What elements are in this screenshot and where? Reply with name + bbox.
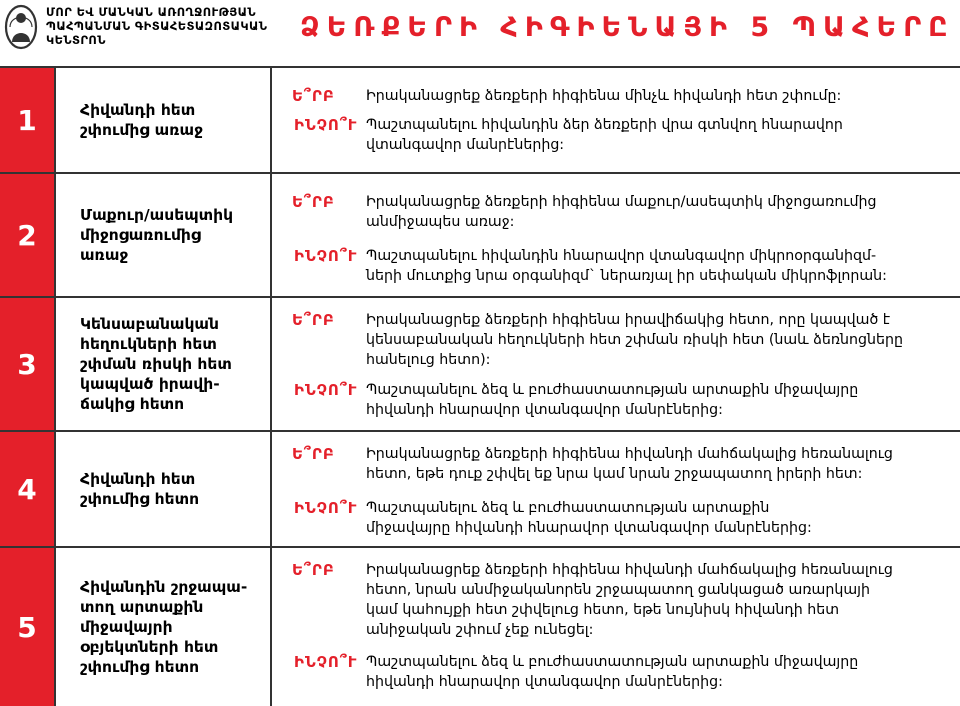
why-text: Պաշտպանելու հիվանդին ձեր ձեռքերի վրա գտնվող հնարավոր վտանգավոր մանրէներից: bbox=[366, 117, 843, 153]
moment-number: 2 bbox=[0, 174, 56, 296]
why-label: ԻՆՉՈ՞Ւ bbox=[294, 381, 358, 399]
page-header bbox=[0, 0, 960, 60]
when-text: Իրականացրեք ձեռքերի հիգիենա հիվանդի մահճակալից հեռանալուց հետո, եթե դուք շփվել եք նրա կամ նրան շրջապատող իրերի հետ: bbox=[366, 446, 893, 482]
why-text: Պաշտպանելու հիվանդին հնարավոր վտանգավոր միկրոօրգանիզմ- ների մուտքից նրա օրգանիզմ` ներառյալ իր սեփական միկրոֆլորան: bbox=[366, 248, 887, 284]
moment-cell bbox=[56, 548, 272, 706]
why-text: Պաշտպանելու ձեզ և բուժհաստատության արտաքին միջավայրը հիվանդի հնարավոր վտանգավոր մանրէներից: bbox=[366, 500, 812, 536]
moment-cell bbox=[56, 298, 272, 430]
detail-cell bbox=[272, 68, 960, 172]
when-label: Ե՞ՐԲ bbox=[292, 445, 335, 463]
institution-logo-icon bbox=[4, 4, 38, 50]
why-text: Պաշտպանելու ձեզ և բուժհաստատության արտաքին միջավայրը հիվանդի հնարավոր վտանգավոր մանրէներից: bbox=[366, 654, 859, 690]
table-row bbox=[0, 68, 960, 174]
detail-cell bbox=[272, 174, 960, 296]
moment-cell bbox=[56, 432, 272, 546]
moment-label: Կենսաբանական հեղուկների հետ շփման ռիսկի հետ կապված իրավի- ճակից հետո bbox=[80, 315, 232, 413]
when-label: Ե՞ՐԲ bbox=[292, 311, 335, 329]
organization-name bbox=[46, 5, 286, 47]
moment-number: 1 bbox=[0, 68, 56, 172]
when-text: Իրականացրեք ձեռքերի հիգիենա հիվանդի մահճակալից հեռանալուց հետո, նրան անմիջականորեն շրջապատող ցանկացած առարկայի կամ կահույքի հետ շփվելուց հետո, եթե նույնիսկ հիվանդի հետ անիջական շփում չեք ունեցել: bbox=[366, 562, 893, 638]
why-text: Պաշտպանելու ձեզ և բուժհաստատության արտաքին միջավայրը հիվանդի հնարավոր վտանգավոր մանրէներից: bbox=[366, 382, 859, 418]
moment-cell bbox=[56, 174, 272, 296]
moment-label: Հիվանդին շրջապա- տող արտաքին միջավայրի օբյեկտների հետ շփումից հետո bbox=[80, 578, 248, 676]
moment-number: 5 bbox=[0, 548, 56, 706]
when-text: Իրականացրեք ձեռքերի հիգիենա մաքուր/ասեպտիկ միջոցառումից անմիջապես առաջ: bbox=[366, 194, 877, 230]
moment-label: Մաքուր/ասեպտիկ միջոցառումից առաջ bbox=[80, 206, 234, 264]
moment-label: Հիվանդի հետ շփումից հետո bbox=[80, 470, 200, 508]
moment-number: 4 bbox=[0, 432, 56, 546]
when-text: Իրականացրեք ձեռքերի հիգիենա մինչև հիվանդի հետ շփումը: bbox=[366, 88, 842, 104]
org-name-line-2: ՊԱՀՊԱՆՄԱՆ ԳԻՏԱՀԵՏԱԶՈՏԱԿԱՆ bbox=[46, 19, 268, 33]
table-row bbox=[0, 548, 960, 706]
org-name-line-3: ԿԵՆՏՐՈՆ bbox=[46, 33, 106, 47]
hand-hygiene-table bbox=[0, 66, 960, 706]
why-label: ԻՆՉՈ՞Ւ bbox=[294, 499, 358, 517]
org-name-line-1: ՄՈՐ ԵՎ ՄԱՆԿԱՆ ԱՌՈՂՋՈՒԹՅԱՆ bbox=[46, 5, 257, 19]
detail-cell bbox=[272, 298, 960, 430]
page-title: ՁԵՌՔԵՐԻ ՀԻԳԻԵՆԱՅԻ 5 ՊԱՀԵՐԸ bbox=[300, 12, 955, 43]
table-row bbox=[0, 298, 960, 432]
moment-number: 3 bbox=[0, 298, 56, 430]
moment-label: Հիվանդի հետ շփումից առաջ bbox=[80, 101, 203, 139]
why-label: ԻՆՉՈ՞Ւ bbox=[294, 247, 358, 265]
moment-cell bbox=[56, 68, 272, 172]
table-row bbox=[0, 174, 960, 298]
why-label: ԻՆՉՈ՞Ւ bbox=[294, 653, 358, 671]
detail-cell bbox=[272, 548, 960, 706]
when-text: Իրականացրեք ձեռքերի հիգիենա իրավիճակից հետո, որը կապված է կենսաբանական հեղուկների հետ շփման ռիսկի հետ (նաև ձեռնոցները հանելուց հետո): bbox=[366, 312, 903, 368]
why-label: ԻՆՉՈ՞Ւ bbox=[294, 116, 358, 134]
detail-cell bbox=[272, 432, 960, 546]
when-label: Ե՞ՐԲ bbox=[292, 193, 335, 211]
when-label: Ե՞ՐԲ bbox=[292, 561, 335, 579]
table-row bbox=[0, 432, 960, 548]
when-label: Ե՞ՐԲ bbox=[292, 87, 335, 105]
